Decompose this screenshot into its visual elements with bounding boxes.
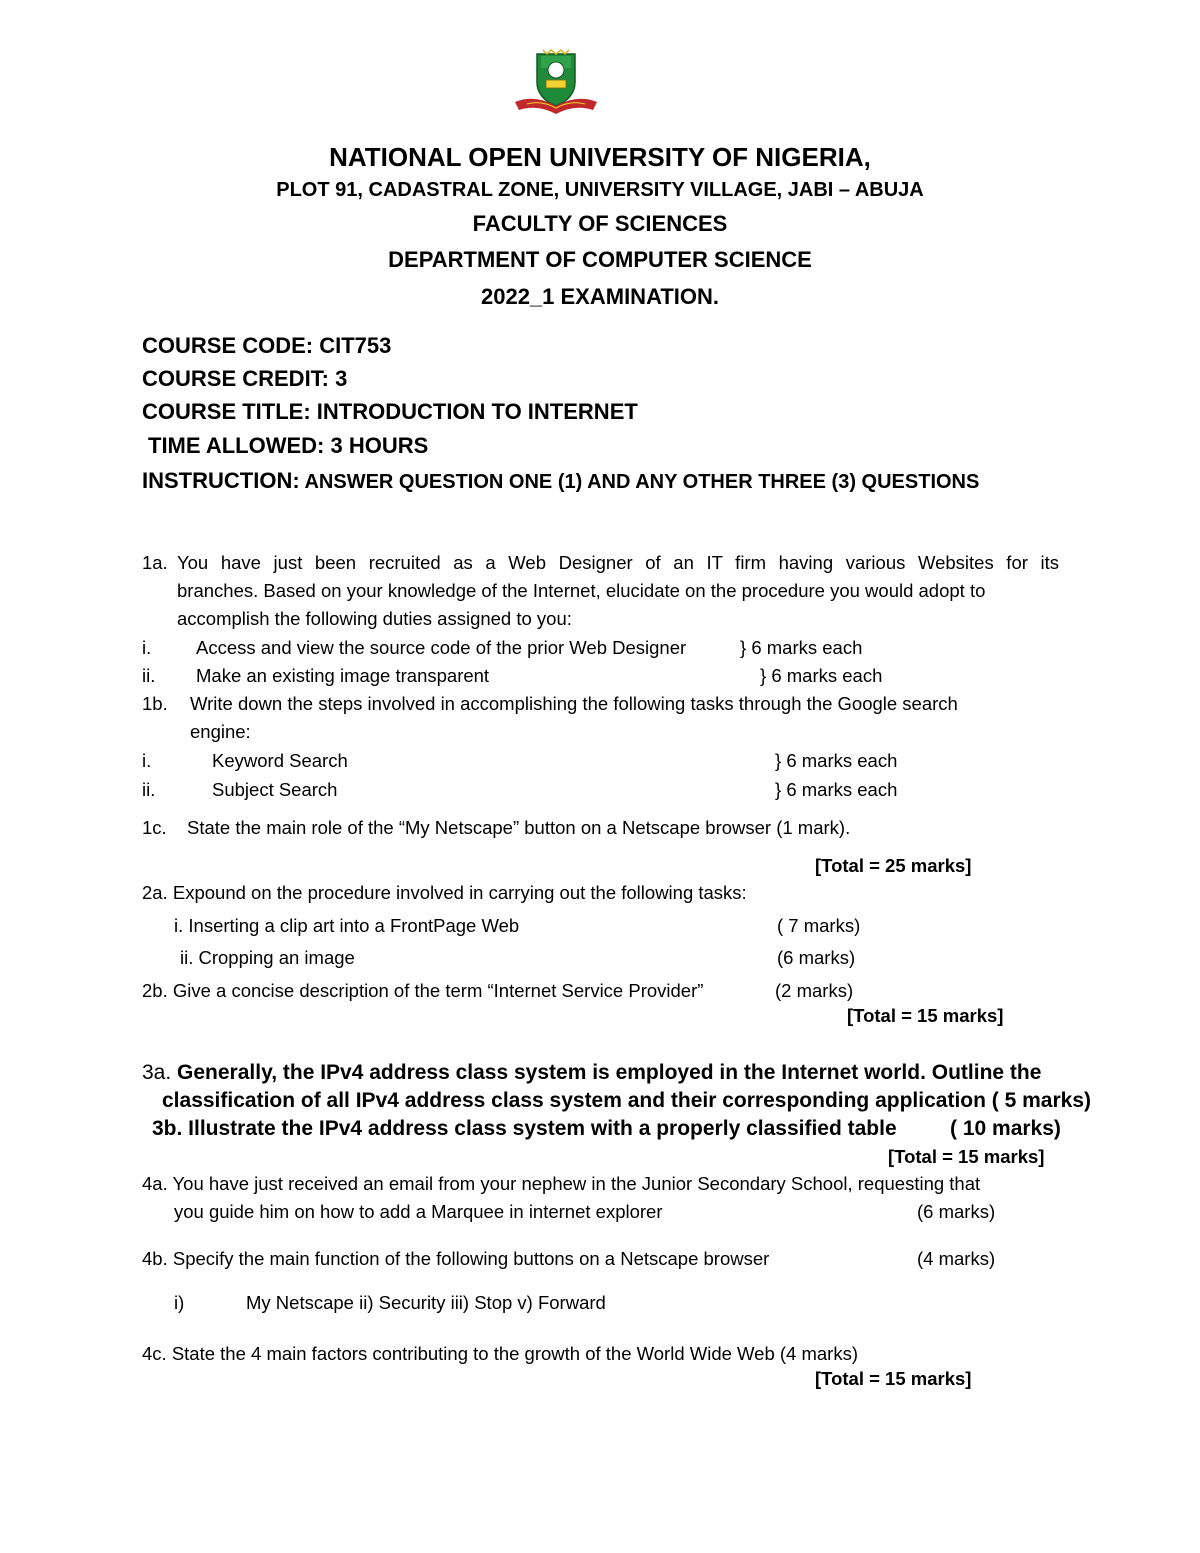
faculty-name: FACULTY OF SCIENCES [472,211,728,236]
q1a-i-marks: } 6 marks each [740,637,863,658]
q1a-ii-text: Make an existing image transparent [196,665,490,686]
q3a-number: 3a. [142,1061,172,1084]
q2-total: [Total = 15 marks] [847,1005,1004,1026]
q4b-text: 4b. Specify the main function of the following buttons on a Netscape browser [142,1248,770,1269]
course-title: COURSE TITLE: INTRODUCTION TO INTERNET [142,399,638,424]
time-allowed: TIME ALLOWED: 3 HOURS [148,433,429,458]
q4b-list-number: i) [174,1292,185,1313]
university-name: NATIONAL OPEN UNIVERSITY OF NIGERIA, [329,142,871,172]
q3a-line-1-text: Generally, the IPv4 address class system is employed in the Internet world. Outline the [171,1061,1042,1084]
q1a-line-3: accomplish the following duties assigned to you: [177,608,572,629]
q1b-number: 1b. [142,693,168,714]
q1b-i-number: i. [142,750,152,771]
q2a-ii-marks: (6 marks) [777,947,856,968]
q2b-marks: (2 marks) [775,980,854,1001]
q4a-line-2: you guide him on how to add a Marquee in internet explorer [174,1201,663,1222]
course-credit: COURSE CREDIT: 3 [142,366,348,391]
university-crest-logo [513,48,599,116]
q4a-marks: (6 marks) [917,1201,996,1222]
q1c-number: 1c. [142,817,167,838]
q3b-text: 3b. Illustrate the IPv4 address class system with a properly classified table [152,1117,897,1140]
q2a-text: 2a. Expound on the procedure involved in carrying out the following tasks: [142,882,747,903]
department-name: DEPARTMENT OF COMPUTER SCIENCE [388,247,812,272]
q2a-i-text: i. Inserting a clip art into a FrontPage Web [174,915,520,936]
q4b-marks: (4 marks) [917,1248,996,1269]
course-code: COURSE CODE: CIT753 [142,333,392,358]
university-address: PLOT 91, CADASTRAL ZONE, UNIVERSITY VILLAGE, JABI – ABUJA [276,179,924,201]
q1b-line-1: Write down the steps involved in accomplishing the following tasks through the Google search [190,693,958,714]
q2a-ii-text: ii. Cropping an image [180,947,355,968]
q1a-line-2: branches. Based on your knowledge of the Internet, elucidate on the procedure you would adopt to [177,580,986,601]
q3b-marks: ( 10 marks) [950,1117,1061,1140]
q1a-i-text: Access and view the source code of the prior Web Designer [196,637,687,658]
instruction [142,468,979,494]
instruction-text: ANSWER QUESTION ONE (1) AND ANY OTHER THREE (3) QUESTIONS [299,471,980,493]
q1-total: [Total = 25 marks] [815,855,972,876]
q4-total: [Total = 15 marks] [815,1368,972,1389]
q1a-ii-marks: } 6 marks each [760,665,883,686]
q1a-number: 1a. [142,552,168,573]
q3a-line-2: classification of all IPv4 address class system and their corresponding application ( 5 marks) [162,1089,1091,1112]
q1b-i-marks: } 6 marks each [775,750,898,771]
q1b-ii-text: Subject Search [212,779,338,800]
instruction-label: INSTRUCTION: [142,468,300,493]
q3-total: [Total = 15 marks] [888,1146,1045,1167]
q1b-i-text: Keyword Search [212,750,348,771]
q1a-ii-number: ii. [142,665,156,686]
exam-session: 2022_1 EXAMINATION. [480,284,719,309]
q4b-list-text: My Netscape ii) Security iii) Stop v) Forward [246,1292,606,1313]
q4c-text: 4c. State the 4 main factors contributing to the growth of the World Wide Web (4 marks) [142,1343,858,1364]
q3a-line-1 [142,1061,1041,1085]
q1b-line-2: engine: [190,721,251,742]
q4a-line-1: 4a. You have just received an email from your nephew in the Junior Secondary School, requesting that [142,1173,981,1194]
q1a-line-1: You have just been recruited as a Web Designer of an IT firm having various Websites for its [177,552,1059,573]
q1a-i-number: i. [142,637,152,658]
q1c-text: State the main role of the “My Netscape” button on a Netscape browser (1 mark). [187,817,851,838]
q2b-text: 2b. Give a concise description of the term “Internet Service Provider” [142,980,704,1001]
q1b-ii-number: ii. [142,779,156,800]
q1b-ii-marks: } 6 marks each [775,779,898,800]
q2a-i-marks: ( 7 marks) [777,915,861,936]
